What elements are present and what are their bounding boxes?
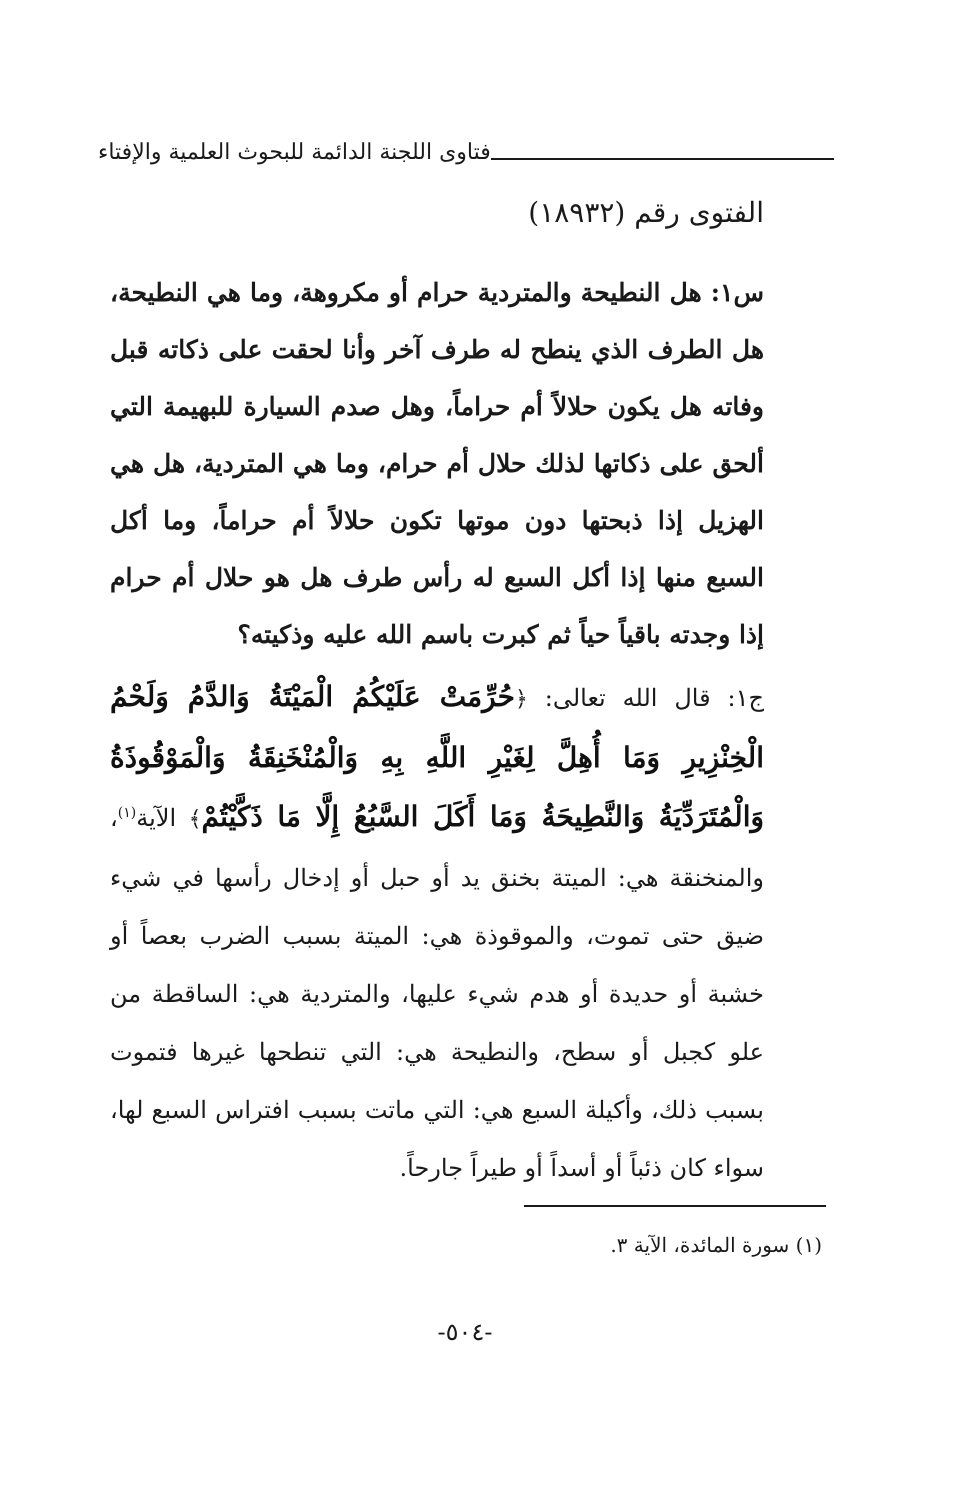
answer-label: ج١: bbox=[727, 684, 764, 712]
quran-ornament-open: ﴿ bbox=[514, 687, 528, 712]
answer-text: ، والمنخنقة هي: الميتة بخنق يد أو حبل أو إدخال رأسها في شيء ضيق حتى تموت، والموقوذة هي: الميتة بسبب الضرب بعصاً أو خشبة أو حديدة أو هدم شيء عليها، والمتردية هي: الساقطة من علو كجبل أو سطح، والنطيحة هي: التي تنطحها غيرها فتموت بسبب ذلك، وأكيلة السبع هي: التي ماتت بسبب افتراس السبع لها، سواء كان ذئباً أو أسداً أو طيراً جارحاً. bbox=[110, 804, 764, 1182]
question-paragraph bbox=[110, 264, 764, 663]
answer-after-verse: الآية bbox=[136, 804, 177, 832]
page-number: -٥٠٤- bbox=[437, 1318, 493, 1346]
running-header bbox=[98, 132, 844, 172]
quran-ornament-close: ﴾ bbox=[188, 807, 202, 832]
fatwa-number: الفتوى رقم (١٨٩٣٢) bbox=[528, 196, 764, 229]
answer-intro: قال الله تعالى: bbox=[544, 684, 711, 712]
running-title: فتاوى اللجنة الدائمة للبحوث العلمية والإفتاء bbox=[98, 139, 491, 165]
answer-paragraph bbox=[110, 668, 764, 1197]
header-rule bbox=[491, 158, 834, 160]
footnote-rule bbox=[524, 1205, 826, 1207]
question-text: هل النطيحة والمتردية حرام أو مكروهة، وما هي النطيحة، هل الطرف الذي ينطح له طرف آخر وأنا لحقت على ذكاته قبل وفاته هل يكون حلالاً أم حراماً، وهل صدم السيارة للبهيمة التي ألحق على ذكاتها لذلك حلال أم حرام، وما هي المتردية، هل هي الهزيل إذا ذبحتها دون موتها تكون حلالاً أم حراماً، وما أكل السبع منها إذا أكل السبع له رأس طرف هل هو حلال أم حرام إذا وجدته باقياً حياً ثم كبرت باسم الله عليه وذكيته؟ bbox=[110, 278, 764, 649]
quran-verse: حُرِّمَتْ عَلَيْكُمُ الْمَيْتَةُ وَالدَّمُ وَلَحْمُ الْخِنْزِيرِ وَمَا أُهِلَّ لِغَيْرِ اللَّهِ بِهِ وَالْمُنْخَنِقَةُ وَالْمَوْقُوذَةُ وَالْمُتَرَدِّيَةُ وَالنَّطِيحَةُ وَمَا أَكَلَ السَّبُعُ إِلَّا مَا ذَكَّيْتُمْ bbox=[110, 680, 764, 833]
question-label: س١: bbox=[710, 278, 764, 307]
footnote-reference: (١) bbox=[117, 805, 137, 821]
footnote: (١) سورة المائدة، الآية ٣. bbox=[610, 1233, 822, 1257]
